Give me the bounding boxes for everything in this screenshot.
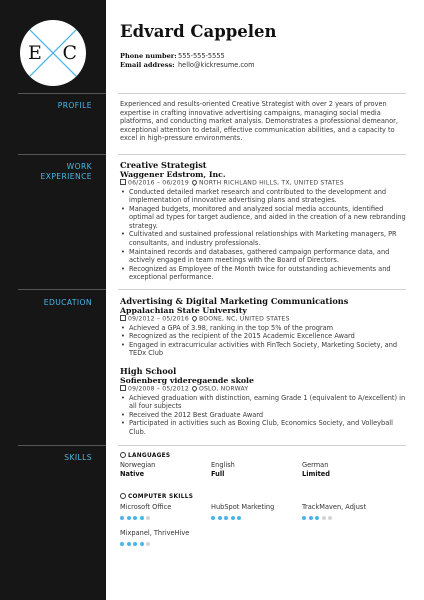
divider (18, 445, 106, 446)
computer-skills-heading (120, 493, 193, 500)
skill-name: HubSpot Marketing (211, 503, 275, 511)
contact-value[interactable]: hello@kickresume.com (178, 61, 255, 69)
rating-dot (146, 542, 150, 546)
rating-dot (224, 516, 228, 520)
language-item (120, 461, 155, 479)
entry-location: NORTH RICHLAND HILLS, TX, UNITED STATES (198, 179, 344, 187)
computer-skill-item (120, 503, 171, 519)
person-name: Edvard Cappelen (120, 22, 277, 41)
job-title: Creative Strategist (120, 160, 207, 170)
rating-dot (133, 516, 137, 520)
monogram-logo (20, 20, 86, 86)
education-entry (120, 367, 408, 436)
contact-label: Phone number: (120, 52, 177, 60)
list-item: • Managed budgets, monitored and analyzed social media accounts, identified optimal ad types for target audience, and aided in the creation of a new rebranding strategy. (120, 205, 408, 231)
computer-skill-item (211, 503, 274, 519)
contact-phone (120, 52, 225, 61)
contact-label: Email address: (120, 61, 175, 69)
language-level: Full (211, 470, 225, 478)
list-item: • Recognized as Employee of the Month twice for outstanding achievements and exceptional performance. (120, 265, 408, 282)
computer-skill-item (120, 529, 189, 545)
rating-dot (120, 542, 124, 546)
section-title-work-line1: WORK (66, 162, 92, 171)
section-title-education: EDUCATION (43, 298, 92, 307)
bullet-list (120, 394, 408, 437)
entry-meta (120, 385, 408, 394)
calendar-icon (120, 385, 126, 391)
skill-rating (120, 514, 171, 519)
entry-dates: 09/2012 – 05/2016 (128, 315, 189, 323)
monogram-left-letter: E (28, 42, 42, 64)
rating-dot (309, 516, 313, 520)
skill-rating (211, 514, 274, 519)
location-pin-icon (191, 178, 198, 185)
skill-name: TrackMaven, Adjust (302, 503, 366, 511)
language-level: Limited (302, 470, 330, 478)
contact-email (120, 61, 255, 70)
language-item (302, 461, 330, 479)
language-name: German (302, 461, 329, 469)
entry-meta (120, 315, 408, 324)
section-title-work (0, 162, 92, 182)
list-item: • Maintained records and databases, gathered campaign performance data, and actively engaged in team meetings with the Board of Directors. (120, 248, 408, 265)
rating-dot (218, 516, 222, 520)
rating-dot (328, 516, 332, 520)
bullet-list (120, 188, 408, 283)
skill-rating (302, 514, 366, 519)
rating-dot (127, 542, 131, 546)
languages-heading (120, 452, 170, 459)
list-item: • Received the 2012 Best Graduate Award (120, 411, 408, 420)
entry-location: BOONE, NC, UNITED STATES (198, 315, 290, 323)
profile-text: Experienced and results-oriented Creative Strategist with over 2 years of proven expertise in crafting innovative advertising campaigns, managing social media platforms, and conducting market analysis. Demonstrates a professional demeanor, exceptional attention to detail, effective communication abilities, and a capacity to excel in high-pressure environments. (120, 100, 398, 143)
divider (118, 154, 406, 155)
degree-title: Advertising & Digital Marketing Communications (120, 296, 349, 306)
divider (18, 93, 106, 94)
globe-icon (120, 452, 126, 458)
calendar-icon (120, 315, 126, 321)
rating-dot (120, 516, 124, 520)
rating-dot (315, 516, 319, 520)
divider (18, 289, 106, 290)
location-pin-icon (191, 314, 198, 321)
divider (118, 289, 406, 290)
section-title-profile: PROFILE (57, 101, 92, 110)
entry-dates: 09/2008 – 05/2012 (128, 385, 189, 393)
calendar-icon (120, 179, 126, 185)
monogram-right-letter: C (62, 42, 77, 64)
language-name: Norwegian (120, 461, 156, 469)
employer-name: Waggener Edstrom, Inc. (120, 170, 226, 179)
divider (118, 445, 406, 446)
list-item: • Achieved a GPA of 3.98, ranking in the top 5% of the program (120, 324, 408, 333)
divider (118, 93, 406, 94)
languages-label: LANGUAGES (128, 453, 171, 459)
work-entry (120, 161, 408, 282)
list-item: • Cultivated and sustained professional relationships with Marketing managers, PR consultants, and industry professionals. (120, 230, 408, 247)
language-name: English (211, 461, 235, 469)
rating-dot (140, 516, 144, 520)
section-title-work-line2: EXPERIENCE (40, 172, 92, 181)
skill-name: Microsoft Office (120, 503, 172, 511)
location-pin-icon (191, 384, 198, 391)
rating-dot (127, 516, 131, 520)
rating-dot (302, 516, 306, 520)
degree-title: High School (120, 366, 177, 376)
rating-dot (140, 542, 144, 546)
language-level: Native (120, 470, 145, 478)
list-item: • Engaged in extracurricular activities with FinTech Society, Marketing Society, and TEDx Club (120, 341, 408, 358)
rating-dot (133, 542, 137, 546)
rating-dot (231, 516, 235, 520)
list-item: • Participated in activities such as Boxing Club, Economics Society, and Volleyball Club. (120, 419, 408, 436)
rating-dot (237, 516, 241, 520)
entry-location: OSLO, NORWAY (198, 385, 249, 393)
rating-dot (146, 516, 150, 520)
entry-meta (120, 179, 408, 188)
divider (18, 154, 106, 155)
computer-icon (120, 493, 126, 499)
section-title-skills: SKILLS (64, 453, 92, 462)
bullet-list (120, 324, 408, 358)
school-name: Appalachian State University (120, 306, 247, 315)
rating-dot (322, 516, 326, 520)
computer-skills-label: COMPUTER SKILLS (128, 494, 194, 500)
sidebar (0, 0, 106, 600)
school-name: Sofienberg videregaende skole (120, 376, 254, 385)
contact-value: 555-555-5555 (178, 52, 225, 60)
list-item: • Conducted detailed market research and contributed to the development and implementation of innovative advertising plans and strategies. (120, 188, 408, 205)
skill-name: Mixpanel, ThriveHive (120, 529, 190, 537)
list-item: • Recognized as the recipient of the 2015 Academic Excellence Award (120, 332, 408, 341)
entry-dates: 06/2016 – 06/2019 (128, 179, 189, 187)
education-entry (120, 297, 408, 358)
skill-rating (120, 540, 189, 545)
language-item (211, 461, 235, 479)
list-item: • Achieved graduation with distinction, earning Grade 1 (equivalent to A/excellent) in all four subjects (120, 394, 408, 411)
computer-skill-item (302, 503, 366, 519)
rating-dot (211, 516, 215, 520)
